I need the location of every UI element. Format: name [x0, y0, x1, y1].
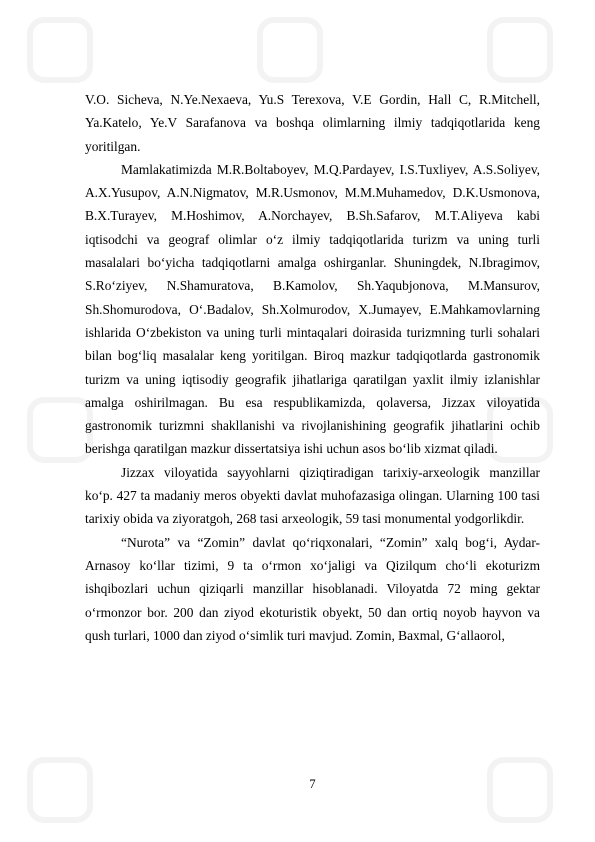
paragraph-2: Mamlakatimizda M.R.Boltaboyev, M.Q.Pardayev, I.S.Tuxliyev, A.S.Soliyev, A.X.Yusupov, A.N.Nigmatov, M.R.Usmonov, M.M.Muhamedov, D.K.Usmonova, B.X.Turayev, M.Hoshimov, A.Norchayev, B.Sh.Safarov, M.T.Aliyeva kabi iqtisodchi va geograf olimlar o‘z ilmiy tadqiqotlarida turizm va uning turli masalalari bo‘yicha tadqiqotlarni amalga oshirganlar. Shuningdek, N.Ibragimov, S.Ro‘ziyev, N.Shamuratova, B.Kamolov, Sh.Yaqubjonova, M.Mansurov, Sh.Shomurodova, O‘.Badalov, Sh.Xolmurodov, X.Jumayev, E.Mahkamovlarning ishlarida O‘zbekiston va uning turli mintaqalari doirasida turizmning turli sohalari bilan bog‘liq masalalar keng yoritilgan. Biroq mazkur tadqiqotlarda gastronomik turizm va uning iqtisodiy geografik jihatlariga qaratilgan yaxlit ilmiy izlanishlar amalga oshirilmagan. Bu esa respublikamizda, qolaversa, Jizzax viloyatida gastronomik turizmni shakllanishi va rivojlanishining geografik jihatlarini ochib berishga qaratilgan mazkur dissertatsiya ishi uchun asos bo‘lib xizmat qiladi. [85, 161, 540, 457]
page-number: 7 [309, 777, 316, 791]
paragraph-3: Jizzax viloyatida sayyohlarni qiziqtiradigan tarixiy-arxeologik manzillar ko‘p. 427 ta madaniy meros obyekti davlat muhofazasiga olingan. Ularning 100 tasi tarixiy obida va ziyoratgoh, 268 tasi arxeologik, 59 tasi monumental yodgorlikdir. [85, 464, 540, 527]
document-body [85, 88, 540, 647]
paragraph-4: “Nurota” va “Zomin” davlat qo‘riqxonalari, “Zomin” xalq bog‘i, Aydar-Arnasoy ko‘llar tizimi, 9 ta o‘rmon xo‘jaligi va Qizilqum cho‘li ekoturizm ishqibozlari uchun qiziqarli manzillar hisoblanadi. Viloyatda 72 ming gektar o‘rmonzor bor. 200 dan ziyod ekoturistik obyekt, 50 dan ortiq noyob hayvon va qush turlari, 1000 dan ziyod o‘simlik turi mavjud. Zomin, Baxmal, G‘allaorol, [85, 534, 540, 643]
paragraph-1: V.O. Sicheva, N.Ye.Nexaeva, Yu.S Terexova, V.E Gordin, Hall C, R.Mitchell, Ya.Katelo, Ye.V Sarafanova va boshqa olimlarning ilmiy tadqiqotlarida keng yoritilgan. [85, 92, 540, 154]
